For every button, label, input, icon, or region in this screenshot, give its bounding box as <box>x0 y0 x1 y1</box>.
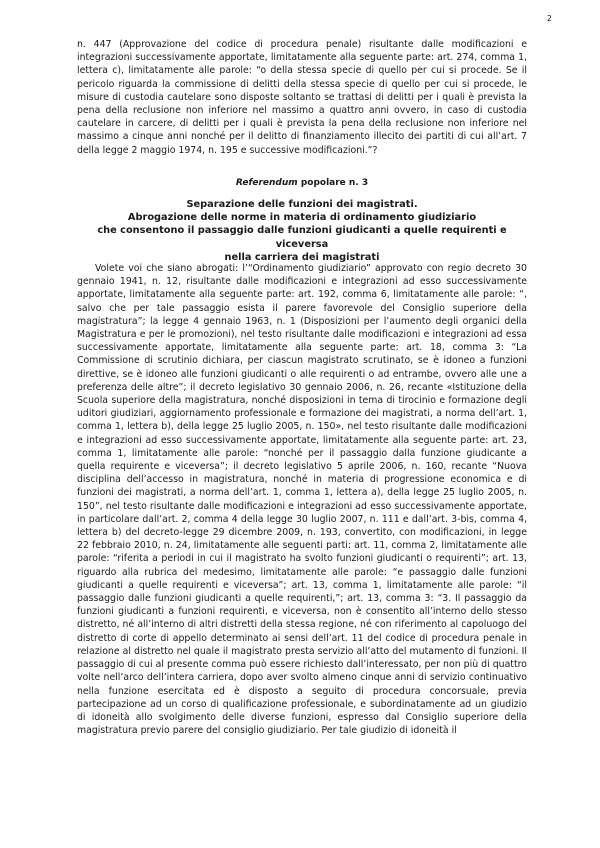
title-line: che consentono il passaggio dalle funzioni giudicanti a quelle requirenti e viceversa <box>97 225 507 250</box>
body-text: Volete voi che siano abrogati: l’“Ordinamento giudiziario” approvato con regio decreto 30 gennaio 1941, n. 12, risultante dalle modificazioni e integrazioni ad esso successivamente apportate, limitatamente alla seguente parte: art. 192, comma 6, limitatamente alle parole: “, salvo che per tale passaggio esista il parere favorevole del Consiglio superiore della magistratura”; la legge 4 gennaio 1963, n. 1 (Disposizioni per l’aumento degli organici della Magistratura e per le promozioni), nel testo risultante dalle modificazioni e integrazioni ad essa successivamente apportate, limitatamente alla seguente parte: art. 18, comma 3: “La Commissione di scrutinio dichiara, per ciascun magistrato scrutinato, se è idoneo a funzioni direttive, se è idoneo alle funzioni giudicanti o alle requirenti o ad entrambe, ovvero alle une a preferenza delle altre”; il decreto legislativo 30 gennaio 2006, n. 26, recante «Istituzione della Scuola superiore della magistratura, nonché disposizioni in tema di tirocinio e formazione degli uditori giudiziari, aggiornamento professionale e formazione dei magistrati, a norma dell’art. 1, comma 1, lettera b), della legge 25 luglio 2005, n. 150», nel testo risultante dalle modificazioni e integrazioni ad esso successivamente apportate, limitatamente alla seguente parte: art. 23, comma 1, limitatamente alle parole: “nonché per il passaggio dalla funzione giudicante a quella requirente e viceversa”; il decreto legislativo 5 aprile 2006, n. 160, recante “Nuova disciplina dell’accesso in magistratura, nonché in materia di progressione economica e di funzioni dei magistrati, a norma dell’art. 1, comma 1, lettera a), della legge 25 luglio 2005, n. 150”, nel testo risultante dalle modificazioni e integrazioni ad esso successivamente apportate, in particolare dall’art. 2, comma 4 della legge 30 luglio 2007, n. 111 e dall’art. 3-bis, comma 4, lettera b) del decreto-legge 29 dicembre 2009, n. 193, convertito, con modificazioni, in legge 22 febbraio 2010, n. 24, limitatamente alle seguenti parti: art. 11, comma 2, limitatamente alle parole: “riferita a periodi in cui il magistrato ha svolto funzioni giudicanti o requirenti”; art. 13, riguardo alla rubrica del medesimo, limitatamente alle parole: “e passaggio dalle funzioni giudicanti a quelle requirenti e viceversa”; art. 13, comma 1, limitatamente alle parole: “il passaggio dalle funzioni giudicanti a quelle requirenti,”; art. 13, comma 3: “3. Il passaggio da funzioni giudicanti a funzioni requirenti, e viceversa, non è consentito all’interno dello stesso distretto, né all’interno di altri distretti della stessa regione, né con riferimento al capoluogo del distretto di corte di appello determinato ai sensi dell’art. 11 del codice di procedura penale in relazione al distretto nel quale il magistrato presta servizio all’atto del mutamento di funzioni. Il passaggio di cui al presente comma può essere richiesto dall’interessato, per non più di quattro volte nell’arco dell’intera carriera, dopo aver svolto almeno cinque anni di servizio continuativo nella funzione esercitata ed è disposto a seguito di procedura concorsuale, previa partecipazione ad un corso di qualificazione professionale, e subordinatamente ad un giudizio di idoneità allo svolgimento delle diverse funzioni, espresso dal Consiglio superiore della magistratura previo parere del consiglio giudiziario. Per tale giudizio di idoneità il <box>77 263 527 737</box>
page-number: 2 <box>546 14 552 23</box>
referendum-heading <box>77 178 527 188</box>
intro-paragraph <box>77 38 527 157</box>
title-line: nella carriera dei magistrati <box>224 251 380 263</box>
referendum-title <box>77 198 527 264</box>
title-line: Abrogazione delle norme in materia di ordinamento giudiziario <box>127 212 477 224</box>
referendum-heading-suffix: popolare n. 3 <box>300 178 369 188</box>
title-line: Separazione delle funzioni dei magistrati. <box>186 199 418 210</box>
referendum-heading-prefix: Referendum <box>235 178 298 188</box>
body-paragraph <box>77 262 527 737</box>
intro-text: n. 447 (Approvazione del codice di procedura penale) risultante dalle modificazioni e integrazioni successivamente apportate, limitatamente alla seguente parte: art. 274, comma 1, lettera c), limitatamente alle parole: “o della stessa specie di quello per cui si procede. Se il pericolo riguarda la commissione di delitti della stessa specie di quello per cui si procede, le misure di custodia cautelare sono disposte soltanto se trattasi di delitti per i quali è prevista la pena della reclusione non inferiore nel massimo a quattro anni ovvero, in caso di custodia cautelare in carcere, di delitti per i quali è prevista la pena della reclusione non inferiore nel massimo a cinque anni nonché per il delitto di finanziamento illecito dei partiti di cui all’art. 7 della legge 2 maggio 1974, n. 195 e successive modificazioni.”? <box>77 39 527 156</box>
